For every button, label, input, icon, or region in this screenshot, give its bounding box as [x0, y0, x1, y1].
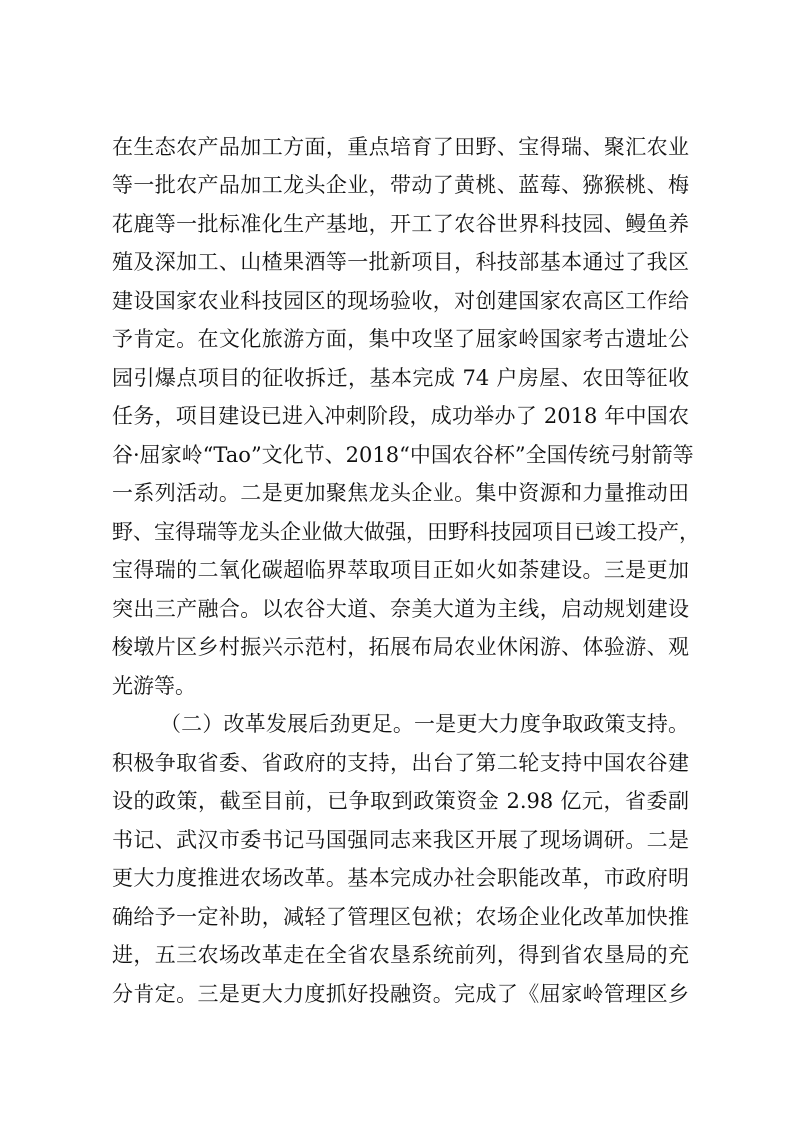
text-line: 野、宝得瑞等龙头企业做大做强，田野科技园项目已竣工投产， [112, 520, 700, 544]
text-line: 确给予一定补助，减轻了管理区包袱；农场企业化改革加快推 [112, 905, 689, 929]
section-heading-line: （二）改革发展后劲更足。一是更大力度争取政策支持。 [160, 712, 689, 736]
text-line: 建设国家农业科技园区的现场验收，对创建国家农高区工作给 [112, 289, 689, 313]
text-line: 分肯定。三是更大力度抓好投融资。完成了《屈家岭管理区乡 [112, 982, 689, 1006]
text-line: 殖及深加工、山楂果酒等一批新项目，科技部基本通过了我区 [112, 250, 689, 274]
text-line: 书记、武汉市委书记马国强同志来我区开展了现场调研。二是 [112, 828, 689, 852]
text-line: 宝得瑞的二氧化碳超临界萃取项目正如火如荼建设。三是更加 [112, 558, 689, 582]
text-line: 更大力度推进农场改革。基本完成办社会职能改革，市政府明 [112, 866, 689, 890]
text-line: 在生态农产品加工方面，重点培育了田野、宝得瑞、聚汇农业 [112, 135, 689, 159]
text-line: 梭墩片区乡村振兴示范村，拓展布局农业休闲游、体验游、观 [112, 635, 689, 659]
text-line: 一系列活动。二是更加聚焦龙头企业。集中资源和力量推动田 [112, 481, 689, 505]
text-line: 花鹿等一批标准化生产基地，开工了农谷世界科技园、鳗鱼养 [112, 212, 689, 236]
text-line: 园引爆点项目的征收拆迁，基本完成 74 户房屋、农田等征收 [112, 366, 689, 390]
text-line: 予肯定。在文化旅游方面，集中攻坚了屈家岭国家考古遗址公 [112, 327, 689, 351]
text-line: 光游等。 [112, 674, 196, 698]
text-line: 等一批农产品加工龙头企业，带动了黄桃、蓝莓、猕猴桃、梅 [112, 173, 689, 197]
text-line: 进，五三农场改革走在全省农垦系统前列，得到省农垦局的充 [112, 943, 689, 967]
text-line: 设的政策，截至目前，已争取到政策资金 2.98 亿元，省委副 [112, 789, 689, 813]
text-line: 积极争取省委、省政府的支持，出台了第二轮支持中国农谷建 [112, 751, 689, 775]
text-line: 突出三产融合。以农谷大道、奈美大道为主线，启动规划建设 [112, 597, 689, 621]
text-line: 任务，项目建设已进入冲刺阶段，成功举办了 2018 年中国农 [112, 404, 689, 428]
text-line: 谷·屈家岭“Tao”文化节、2018“中国农谷杯”全国传统弓射箭等 [112, 443, 694, 467]
